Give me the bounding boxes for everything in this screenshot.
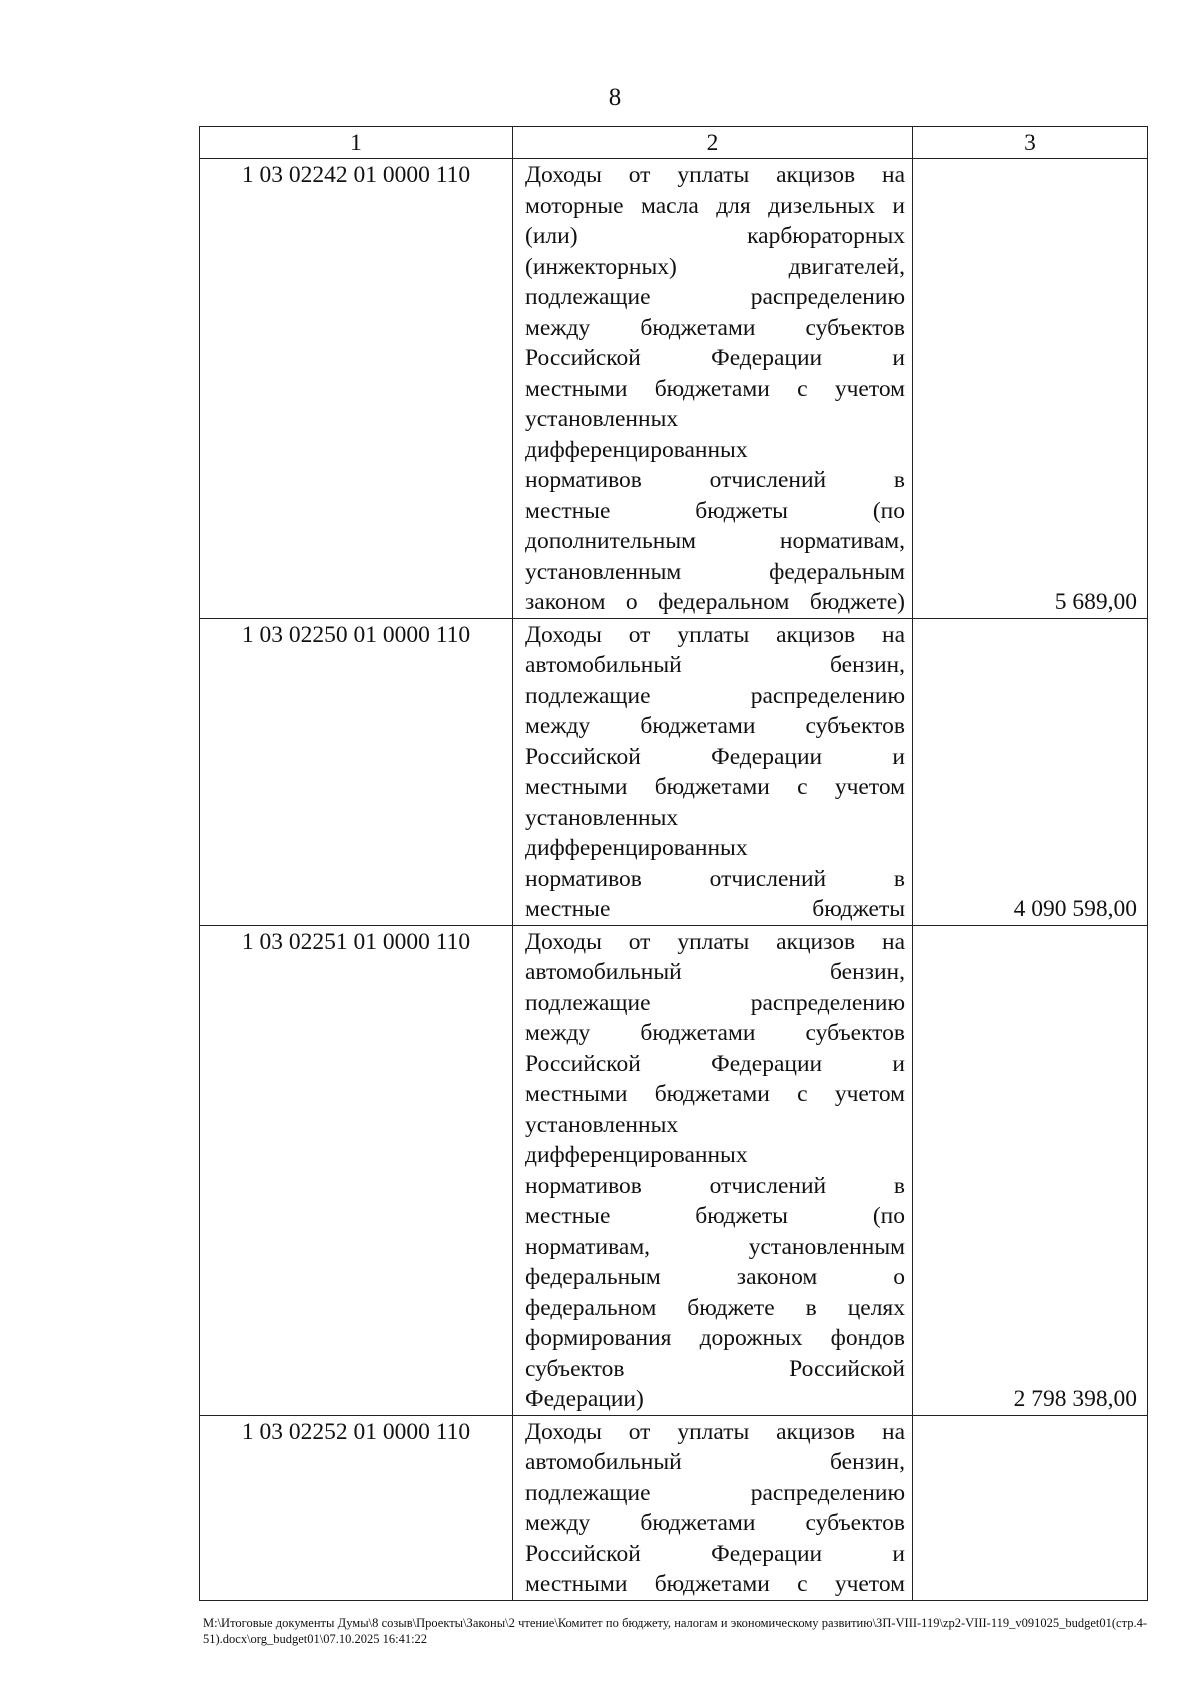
column-header-1: 1 xyxy=(200,127,513,159)
footer-file-path: M:\Итоговые документы Думы\8 созыв\Проекты\Законы\2 чтение\Комитет по бюджету, налогам и экономическому развитию\ЗП-VIII-119\zp2-VIII-119_v091025_budget01(стр.4-51).docx\org_budget01\07.10.2025 16:41:22 xyxy=(203,1616,1147,1646)
revenue-description xyxy=(513,618,913,925)
description-line: дифференцированных xyxy=(525,436,748,463)
description-line: установленных xyxy=(525,406,679,432)
table-row xyxy=(200,159,1148,619)
table-body xyxy=(200,159,1148,1601)
description-line: Российской Федерации и xyxy=(525,1050,905,1077)
description-line: установленных xyxy=(525,804,679,831)
description-line: автомобильный бензин, xyxy=(525,1449,905,1475)
classification-code: 1 03 02251 01 0000 110 xyxy=(200,925,513,1415)
description-line: Доходы от уплаты акцизов на xyxy=(525,1418,905,1445)
description-line: подлежащие распределению xyxy=(525,989,905,1016)
description-line: Доходы от уплаты акцизов на xyxy=(525,928,905,955)
description-line: (инжекторных) двигателей, xyxy=(525,253,905,280)
description-line: местные бюджеты (по xyxy=(525,497,905,524)
amount-value: 5 689,00 xyxy=(913,159,1148,619)
description-line: местные бюджеты xyxy=(525,896,905,922)
description-line: законом о федеральном бюджете) xyxy=(525,589,905,615)
description-line: местными бюджетами с учетом xyxy=(525,774,905,800)
description-line: (или) карбюраторных xyxy=(525,223,905,249)
description-line: местными бюджетами с учетом xyxy=(525,375,905,402)
classification-code: 1 03 02242 01 0000 110 xyxy=(200,159,513,619)
description-line: местными бюджетами с учетом xyxy=(525,1571,905,1597)
table-header-row xyxy=(200,127,1148,159)
description-line: Российской Федерации и xyxy=(525,743,905,770)
description-line: автомобильный бензин, xyxy=(525,652,905,678)
description-line: Российской Федерации и xyxy=(525,345,905,371)
description-line: подлежащие распределению xyxy=(525,682,905,709)
table-row xyxy=(200,618,1148,925)
description-line: нормативов отчислений в xyxy=(525,1172,905,1199)
description-line: автомобильный бензин, xyxy=(525,959,905,985)
amount-value xyxy=(913,1415,1148,1600)
description-line: моторные масла для дизельных и xyxy=(525,192,905,219)
description-line: нормативов отчислений в xyxy=(525,467,905,493)
description-line: дополнительным нормативам, xyxy=(525,528,905,554)
description-line: дифференцированных xyxy=(525,1142,748,1168)
revenue-description xyxy=(513,925,913,1415)
description-line: подлежащие распределению xyxy=(525,1479,905,1506)
description-line: федеральном бюджете в целях xyxy=(525,1294,905,1321)
description-line: субъектов Российской xyxy=(525,1355,905,1382)
description-line: федеральным законом о xyxy=(525,1264,905,1290)
description-line: формирования дорожных фондов xyxy=(525,1325,905,1351)
description-line: между бюджетами субъектов xyxy=(525,1510,905,1536)
description-line: Доходы от уплаты акцизов на xyxy=(525,162,905,188)
amount-value: 2 798 398,00 xyxy=(913,925,1148,1415)
table-row xyxy=(200,925,1148,1415)
revenue-description xyxy=(513,159,913,619)
page-number: 8 xyxy=(608,84,622,111)
description-line: нормативам, установленным xyxy=(525,1233,905,1260)
description-line: установленных xyxy=(525,1111,679,1138)
revenue-description xyxy=(513,1415,913,1600)
budget-revenue-table xyxy=(199,126,1148,1601)
classification-code: 1 03 02252 01 0000 110 xyxy=(200,1415,513,1600)
description-line: дифференцированных xyxy=(525,835,748,861)
description-line: Федерации) xyxy=(525,1386,644,1412)
description-line: Российской Федерации и xyxy=(525,1540,905,1567)
table-row xyxy=(200,1415,1148,1600)
description-line: между бюджетами субъектов xyxy=(525,713,905,739)
description-line: нормативов отчислений в xyxy=(525,865,905,892)
description-line: местными бюджетами с учетом xyxy=(525,1081,905,1107)
description-line: Доходы от уплаты акцизов на xyxy=(525,621,905,648)
description-line: между бюджетами субъектов xyxy=(525,1020,905,1046)
classification-code: 1 03 02250 01 0000 110 xyxy=(200,618,513,925)
description-line: между бюджетами субъектов xyxy=(525,314,905,341)
description-line: местные бюджеты (по xyxy=(525,1203,905,1229)
column-header-2: 2 xyxy=(513,127,913,159)
amount-value: 4 090 598,00 xyxy=(913,618,1148,925)
column-header-3: 3 xyxy=(913,127,1148,159)
description-line: подлежащие распределению xyxy=(525,284,905,310)
description-line: установленным федеральным xyxy=(525,558,905,585)
